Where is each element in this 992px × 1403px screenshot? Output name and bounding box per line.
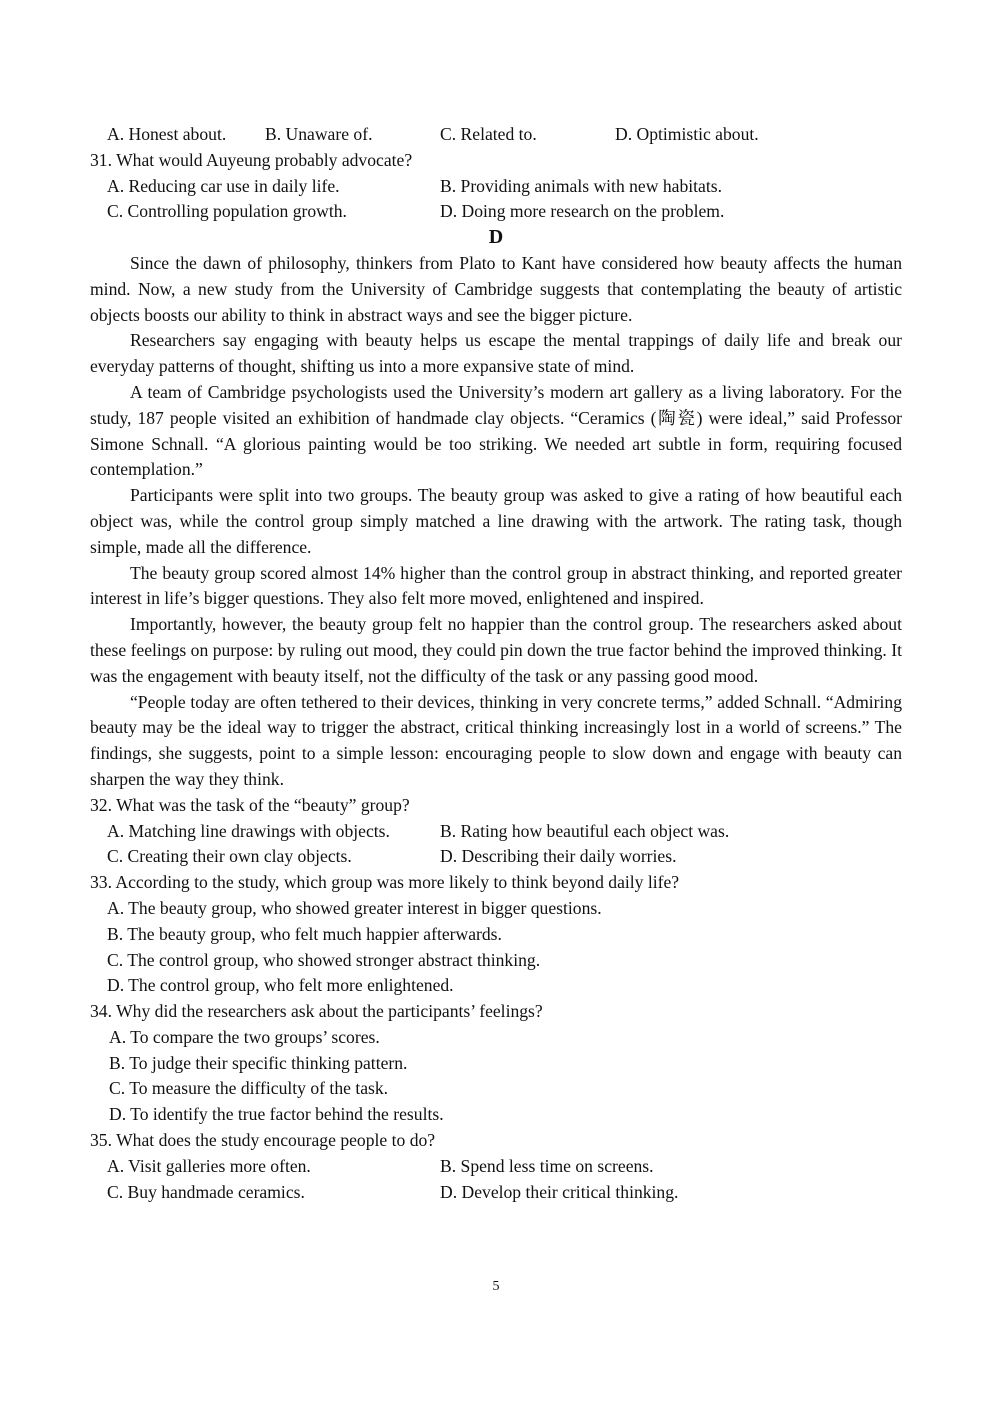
page-number: 5 bbox=[492, 1279, 500, 1294]
q33-option-c: C. The control group, who showed stronger abstract thinking. bbox=[107, 949, 541, 970]
section-title: D bbox=[488, 226, 504, 249]
q32-options-row2 bbox=[90, 844, 902, 870]
q31-options-row2 bbox=[90, 199, 902, 225]
q34-option-a: A. To compare the two groups’ scores. bbox=[109, 1026, 380, 1047]
q34-option-c: C. To measure the difficulty of the task. bbox=[109, 1078, 389, 1099]
q32-stem: 32. What was the task of the “beauty” group? bbox=[90, 794, 410, 815]
passage-paragraph: Researchers say engaging with beauty helps us escape the mental trappings of daily life and break our everyday patterns of thought, shifting us into a more expansive state of mind. bbox=[90, 330, 902, 377]
q31-stem: 31. What would Auyeung probably advocate? bbox=[90, 149, 413, 170]
q31-option-c: C. Controlling population growth. bbox=[107, 201, 347, 222]
q32-option-c: C. Creating their own clay objects. bbox=[107, 846, 352, 867]
q32-option-d: D. Describing their daily worries. bbox=[440, 846, 677, 867]
passage-paragraph: Participants were split into two groups. The beauty group was asked to give a rating of how beautiful each object was, while the control group simply matched a line drawing with the artwork. The rating task, though simple, made all the difference. bbox=[90, 485, 902, 557]
q35-option-d: D. Develop their critical thinking. bbox=[440, 1181, 679, 1202]
passage-paragraph: A team of Cambridge psychologists used the University’s modern art gallery as a living laboratory. For the study, 187 people visited an exhibition of handmade clay objects. “Ceramics (陶瓷) were ideal,” said Professor Simone Schnall. “A glorious painting would be too striking. We needed art subtle in form, requiring focused contemplation.” bbox=[90, 381, 902, 480]
passage-paragraph: Importantly, however, the beauty group felt no happier than the control group. The researchers asked about these feelings on purpose: by ruling out mood, they could pin down the true factor behind the improved thinking. It was the engagement with beauty itself, not the difficulty of the task or any passing good mood. bbox=[90, 614, 902, 686]
q31-options-row1 bbox=[90, 174, 902, 200]
q30-options bbox=[90, 122, 902, 148]
exam-page bbox=[90, 122, 902, 1205]
q35-option-a: A. Visit galleries more often. bbox=[107, 1155, 311, 1176]
q31-option-b: B. Providing animals with new habitats. bbox=[440, 175, 722, 196]
passage-paragraph: “People today are often tethered to their devices, thinking in very concrete terms,” added Schnall. “Admiring beauty may be the ideal way to trigger the abstract, critical thinking increasingly lost in a world of screens.” The findings, she suggests, point to a simple lesson: encouraging people to slow down and engage with beauty can sharpen the way they think. bbox=[90, 691, 902, 789]
q32-option-b: B. Rating how beautiful each object was. bbox=[440, 820, 730, 841]
q32-options-row1 bbox=[90, 819, 902, 845]
q35-options-row1 bbox=[90, 1154, 902, 1180]
q34-option-d: D. To identify the true factor behind the results. bbox=[109, 1104, 444, 1125]
q31-option-d: D. Doing more research on the problem. bbox=[440, 201, 725, 222]
q32-option-a: A. Matching line drawings with objects. bbox=[107, 820, 390, 841]
q35-options-row2 bbox=[90, 1180, 902, 1206]
q33-option-a: A. The beauty group, who showed greater interest in bigger questions. bbox=[107, 897, 602, 918]
q35-stem: 35. What does the study encourage people to do? bbox=[90, 1130, 436, 1151]
q30-option-d: D. Optimistic about. bbox=[615, 124, 759, 144]
q30-option-c: C. Related to. bbox=[440, 124, 537, 144]
q31-option-a: A. Reducing car use in daily life. bbox=[107, 175, 340, 196]
q35-option-c: C. Buy handmade ceramics. bbox=[107, 1181, 305, 1202]
q33-option-d: D. The control group, who felt more enlightened. bbox=[107, 975, 454, 996]
q33-stem: 33. According to the study, which group was more likely to think beyond daily life? bbox=[90, 872, 680, 893]
passage-paragraph: The beauty group scored almost 14% higher than the control group in abstract thinking, and reported greater interest in life’s bigger questions. They also felt more moved, enlightened and inspired. bbox=[90, 562, 902, 609]
reading-passage bbox=[90, 251, 902, 793]
q33-option-b: B. The beauty group, who felt much happier afterwards. bbox=[107, 923, 502, 944]
q35-option-b: B. Spend less time on screens. bbox=[440, 1155, 654, 1176]
passage-paragraph: Since the dawn of philosophy, thinkers from Plato to Kant have considered how beauty affects the human mind. Now, a new study from the University of Cambridge suggests that contemplating the beauty of artistic objects boosts our ability to think in abstract ways and see the bigger picture. bbox=[90, 252, 902, 325]
q34-stem: 34. Why did the researchers ask about the participants’ feelings? bbox=[90, 1001, 543, 1022]
q30-option-b: B. Unaware of. bbox=[265, 124, 373, 144]
q34-option-b: B. To judge their specific thinking pattern. bbox=[109, 1052, 408, 1073]
q30-option-a: A. Honest about. bbox=[107, 124, 227, 144]
